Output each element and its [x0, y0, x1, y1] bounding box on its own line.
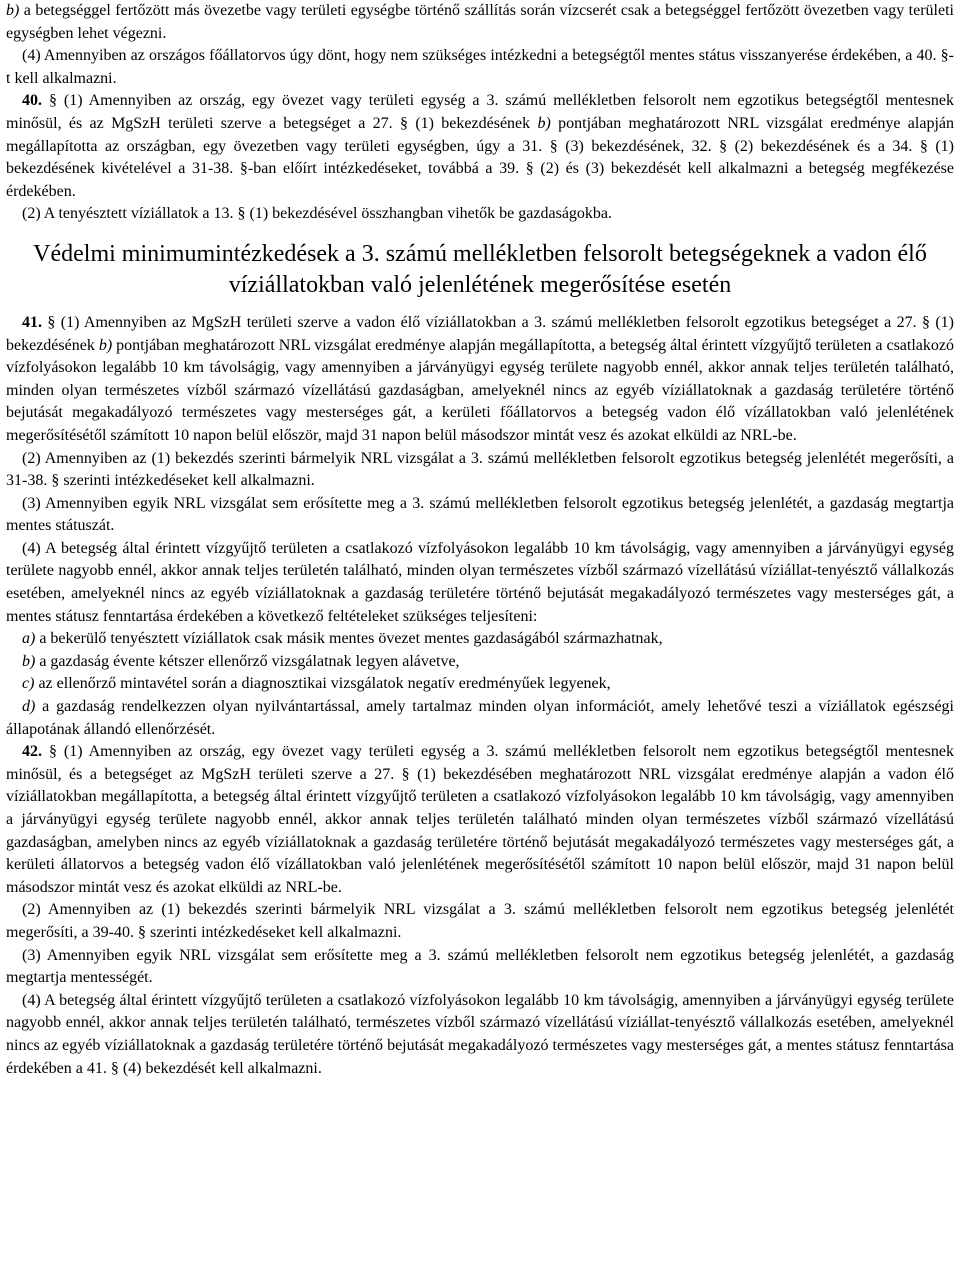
item-letter: a)	[22, 630, 36, 648]
section-40-paragraph-2: (2) A tenyésztett víziállatok a 13. § (1) bekezdésével összhangban vihetők be gazdaságokba.	[22, 205, 613, 223]
item-letter: d)	[22, 698, 36, 716]
list-item-a	[6, 628, 954, 651]
paragraph-text: § (1) Amennyiben az ország, egy övezet vagy területi egység a 3. számú mellékletben felsorolt nem egzotikus betegségtől mentesnek minősül, és a betegséget az MgSzH területi szerve a 27. § (1) bekezdésében meghatározott NRL vizsgálat eredménye alapján a vadon élő víziállatokban megállapította, a betegség által érintett vízgyűjtő területen a csatlakozó vízfolyásokon legalább 10 km távolságig, vagy amennyiben a járványügyi egység területe nagyobb ennél, akkor annak teljes területén található minden olyan természetes vízből származó vízellátású gazdaságban, amelyben nincs az egyéb víziállatoknak a gazdaság területére történő bejutását megakadályozó természetes vagy mesterséges gát, a kerületi állatorvos a betegség vadon élő vízállatokban való jelenlétének megerősítésétől számított 10 napon belül először, majd 31 napon belül másodszor mintát vesz és azokat elküldi az NRL-be.	[6, 743, 954, 896]
item-text: a bekerülő tenyésztett víziállatok csak másik mentes övezet mentes gazdaságából származhatnak,	[35, 630, 663, 648]
paragraph-text: a betegséggel fertőzött más övezetbe vagy területi egységbe történő szállítás során vízcserét csak a betegséggel fertőzött övezetben vagy területi egységben lehet végezni.	[6, 2, 954, 42]
item-letter: b)	[98, 336, 113, 354]
section-heading: Védelmi minimumintézkedések a 3. számú mellékletben felsorolt betegségeknek a vadon élő víziállatokban való jelenlétének megerősítése esetén	[33, 240, 927, 298]
item-letter: b)	[22, 652, 36, 670]
section-number: 42.	[22, 743, 42, 761]
paragraph-text: § (1) Amennyiben az ország, egy övezet vagy területi egység a 3. számú mellékletben felsorolt nem egzotikus betegségtől mentesnek minősül, és az MgSzH területi szerve a betegséget a 27. § (1) bekezdésének	[6, 92, 954, 132]
section-41-paragraph-2: (2) Amennyiben az (1) bekezdés szerinti bármelyik NRL vizsgálat a 3. számú mellékletben felsorolt egzotikus betegség jelenlétét megerősíti, a 31-38. § szerinti intézkedéseket kell alkalmazni.	[6, 449, 954, 490]
item-text: az ellenőrző mintavétel során a diagnosztikai vizsgálatok negatív eredményűek legyenek,	[34, 675, 611, 693]
paragraph-text: pontjában meghatározott NRL vizsgálat eredménye alapján megállapította az országban, egy övezetben vagy területi egységben, úgy a 31. § (3) bekezdésének, 32. § (2) bekezdésének és a 34. § (1) bekezdésének kivételével a 31-38. §-ban előírt intézkedéseket, továbbá a 39. § (2) és (3) bekezdését kell alkalmazni a betegség megfékezése érdekében.	[6, 114, 954, 200]
section-41-paragraph-3: (3) Amennyiben egyik NRL vizsgálat sem erősítette meg a 3. számú mellékletben felsorolt egzotikus betegség jelenlétét, a gazdaság megtartja mentes státuszát.	[6, 494, 954, 535]
item-letter: b)	[6, 2, 20, 19]
paragraph-39-4: (4) Amennyiben az országos főállatorvos úgy dönt, hogy nem szükséges intézkedni a betegségtől mentes státus visszanyerése érdekében, a 40. §-t kell alkalmazni.	[6, 47, 954, 87]
section-number: 41.	[22, 313, 42, 331]
paragraph-text: § (1) Amennyiben az MgSzH területi szerve a vadon élő víziállatokban a 3. számú mellékletben felsorolt egzotikus betegséget a 27. § (1) bekezdésének	[6, 313, 954, 354]
item-letter: b)	[537, 114, 551, 132]
section-number: 40.	[22, 92, 42, 110]
item-text: a gazdaság rendelkezzen olyan nyilvántartással, amely tartalmaz minden olyan információt, amely lehetővé teszi a víziállatok egészségi állapotának állandó ellenőrzését.	[6, 698, 954, 738]
section-40-paragraph-1	[6, 90, 954, 203]
item-text: a gazdaság évente kétszer ellenőrző vizsgálatnak legyen alávetve,	[35, 652, 460, 670]
section-42-paragraph-2: (2) Amennyiben az (1) bekezdés szerinti bármelyik NRL vizsgálat a 3. számú mellékletben felsorolt nem egzotikus betegség jelenlétét megerősíti, a 39-40. § szerinti intézkedéseket kell alkalmazni.	[6, 901, 954, 941]
item-letter: c)	[22, 675, 35, 693]
list-item-c	[6, 673, 954, 696]
section-42-paragraph-3: (3) Amennyiben egyik NRL vizsgálat sem erősítette meg a 3. számú mellékletben felsorolt nem egzotikus betegség jelenlétét, a gazdaság megtartja mentességét.	[6, 946, 954, 987]
section-41-paragraph-4: (4) A betegség által érintett vízgyűjtő területen a csatlakozó vízfolyásokon legalább 10 km távolságig, vagy amennyiben a járványügyi egység területe nagyobb ennél, akkor annak teljes területén található, minden olyan természetes vízből származó vízellátású víziállat-tenyésztő vállalkozás esetében, amelyeknél nincs az egyéb víziállatoknak a gazdaság területére történő bejutását megakadályozó természetes vagy mesterséges gát, a mentes státusz fenntartása érdekében a következő feltételeket szükséges teljesíteni:	[6, 539, 954, 625]
list-item-b	[6, 651, 954, 674]
list-item-d	[6, 696, 954, 741]
paragraph-b-top	[6, 0, 954, 45]
section-41-paragraph-1	[6, 312, 954, 448]
section-42-paragraph-4: (4) A betegség által érintett vízgyűjtő területen a csatlakozó vízfolyásokon legalább 10 km távolságig, amennyiben a járványügyi egység területe nagyobb ennél, akkor annak teljes területén található, természetes vízből származó vízellátású víziállat-tenyésztő vállalkozás esetében, amelyeknél nincs az egyéb víziállatoknak a gazdaság területére történő bejutását megakadályozó természetes vagy mesterséges gát, a mentes státusz fenntartása érdekében a 41. § (4) bekezdését kell alkalmazni.	[6, 991, 954, 1077]
paragraph-text: pontjában meghatározott NRL vizsgálat eredménye alapján megállapította, a betegség által érintett vízgyűjtő területen a csatlakozó vízfolyásokon legalább 10 km távolságig, vagy amennyiben a járványügyi egység területe nagyobb ennél, akkor annak teljes területén található, minden olyan természetes vízből származó vízellátású gazdaságban, amelyeknél nincs az egyéb víziállatoknak a gazdaság területére történő bejutását megakadályozó természetes vagy mesterséges gát, a kerületi főállatorvos a betegség vadon élő vízállatokban való jelenlétének megerősítésétől számított 10 napon belül először, majd 31 napon belül másodszor mintát vesz és azokat elküldi az NRL-be.	[6, 336, 954, 444]
section-42-paragraph-1	[6, 741, 954, 899]
